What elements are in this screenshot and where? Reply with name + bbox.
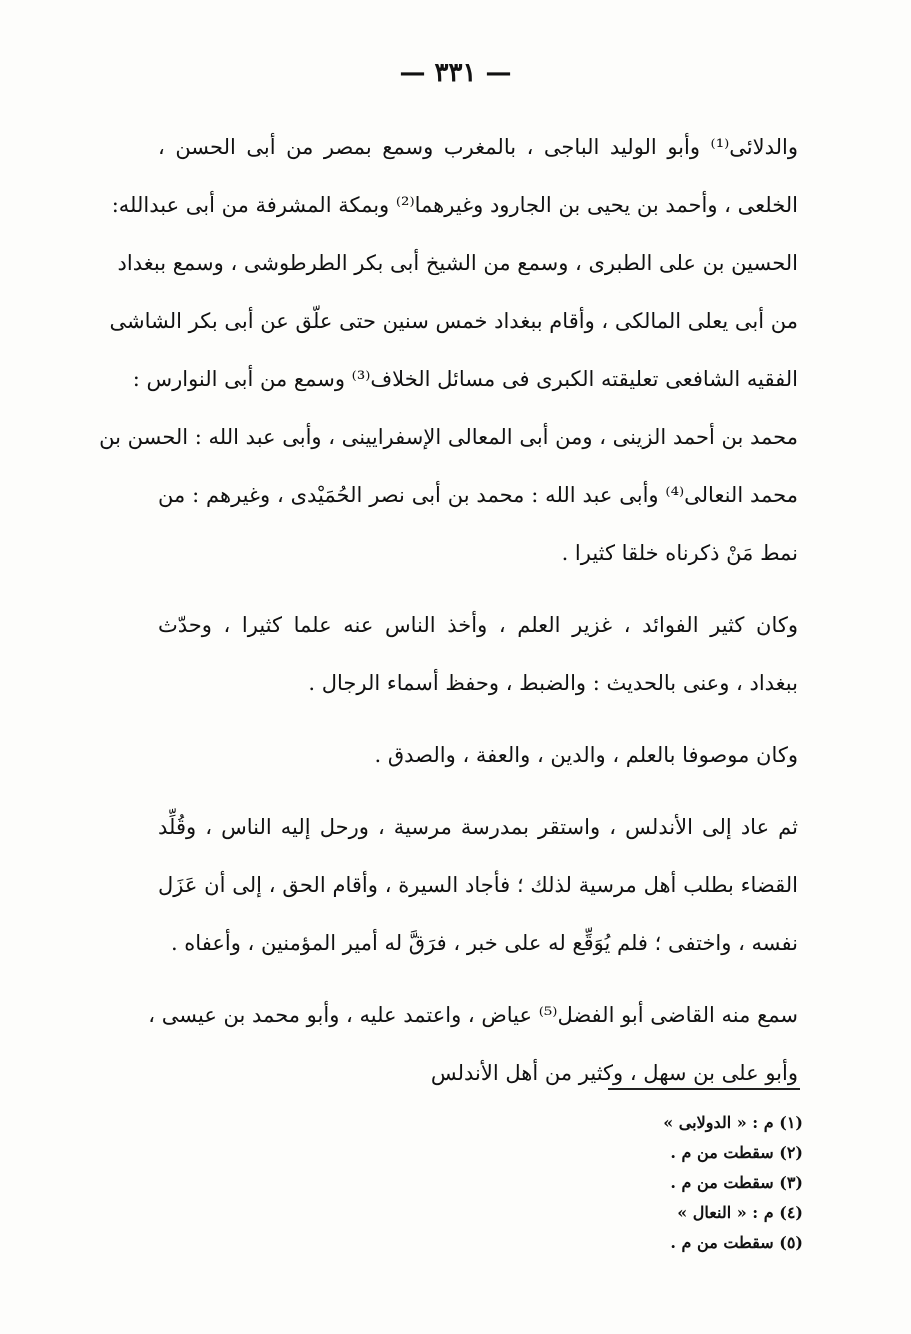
text-line: نفسه ، واختفى ؛ فلم يُوَقِّع له على خبر ، فرَقَّ له أمير المؤمنين ، وأعفاه . <box>170 931 798 955</box>
text-line: وأبو على بن سهل ، وكثير من أهل الأندلس <box>430 1061 798 1085</box>
text-line: ببغداد ، وعنى بالحديث : والضبط ، وحفظ أسماء الرجال . <box>308 671 798 695</box>
footnote-divider <box>608 1088 800 1090</box>
text-line: وكان موصوفا بالعلم ، والدين ، والعفة ، والصدق . <box>374 743 798 767</box>
text-line: محمد بن أحمد الزينى ، ومن أبى المعالى الإسفرايينى ، وأبى عبد الله : الحسن بن <box>99 425 798 449</box>
text-line: الحسين بن على الطبرى ، وسمع من الشيخ أبى بكر الطرطوشى ، وسمع ببغداد <box>117 251 798 275</box>
text-line: من أبى يعلى المالكى ، وأقام ببغداد خمس سنين حتى علّق عن أبى بكر الشاشى <box>109 309 798 333</box>
body-text <box>99 118 798 1102</box>
text-line: وكان كثير الفوائد ، غزير العلم ، وأخذ الناس عنه علما كثيرا ، وحدّث <box>158 613 798 637</box>
text-line: الفقيه الشافعى تعليقته الكبرى فى مسائل الخلاف⁽³⁾ وسمع من أبى النوارس : <box>132 367 798 391</box>
text-line: والدلائى⁽¹⁾ وأبو الوليد الباجى ، بالمغرب وسمع بمصر من أبى الحسن ، <box>158 135 798 159</box>
footnote-item: (٣) سقطت من م . <box>670 1173 803 1192</box>
page-number: — ٣٣١ — <box>399 58 512 88</box>
text-line: الخلعى ، وأحمد بن يحيى بن الجارود وغيرهما⁽²⁾ وبمكة المشرفة من أبى عبدالله: <box>111 193 798 217</box>
paragraph-1 <box>99 118 798 582</box>
footnotes-list <box>503 1108 803 1258</box>
text-line: القضاء بطلب أهل مرسية لذلك ؛ فأجاد السيرة ، وأقام الحق ، إلى أن عَزَل <box>158 873 798 897</box>
paragraph-5 <box>148 986 798 1102</box>
paragraph-3 <box>158 726 798 784</box>
paragraph-4 <box>158 798 798 972</box>
text-line: نمط مَنْ ذكرناه خلقا كثيرا . <box>561 541 798 565</box>
footnote-item: (١) م : « الدولابى » <box>663 1113 803 1132</box>
footnote-item: (٤) م : « النعال » <box>677 1203 803 1222</box>
paragraph-2 <box>158 596 798 712</box>
text-line: سمع منه القاضى أبو الفضل⁽⁵⁾ عياض ، واعتمد عليه ، وأبو محمد بن عيسى ، <box>148 1003 798 1027</box>
text-line: محمد النعالى⁽⁴⁾ وأبى عبد الله : محمد بن أبى نصر الحُمَيْدى ، وغيرهم : من <box>158 483 798 507</box>
text-line: ثم عاد إلى الأندلس ، واستقر بمدرسة مرسية ، ورحل إليه الناس ، وقُلِّد <box>158 815 798 839</box>
footnote-item: (٢) سقطت من م . <box>670 1143 803 1162</box>
footnote-item: (٥) سقطت من م . <box>670 1233 803 1252</box>
